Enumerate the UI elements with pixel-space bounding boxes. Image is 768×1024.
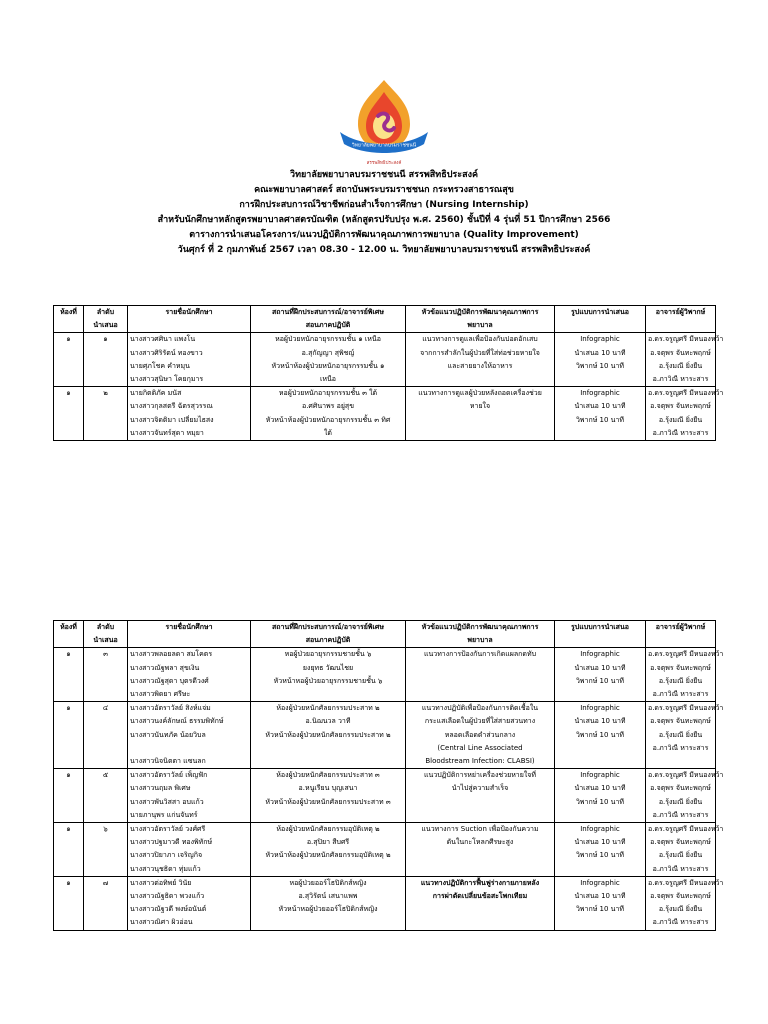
student-name: นายภานุพร แก่นจันทร์ [130, 810, 198, 819]
student-name: นางสาวนันทภัค น้อยวิบล [130, 730, 206, 739]
format-line: Infographic [580, 389, 620, 398]
header-format: รูปแบบการนำเสนอ [555, 621, 646, 648]
site-cell [251, 702, 406, 769]
site-line: หอผู้ป่วยหนักอายุรกรรมชั้น ๑ เหนือ [275, 335, 381, 344]
table-row [54, 387, 716, 441]
student-name: นางสาวต่อทิพย์ วินัย [130, 878, 192, 887]
student-name: นางสาวปิยาภา เจริญกิจ [130, 851, 203, 860]
student-name: นางสาวณัฐวดี พงษ์อนันต์ [130, 905, 207, 914]
table-header-row [54, 306, 716, 333]
schedule-table-1 [53, 305, 724, 441]
site-cell [251, 823, 406, 877]
topic-cell [406, 702, 555, 769]
table-row [54, 648, 716, 702]
topic-line: ดันในกะโหลกศีรษะสูง [446, 838, 514, 847]
header-critics: อาจารย์ผู้วิพากษ์ [646, 621, 716, 648]
header-order: ลำดับ นำเสนอ [84, 621, 128, 648]
room-cell: ๑ [54, 333, 84, 387]
topic-line: แนวทางการดูแลผู้ป่วยหลังถอดเครื่องช่วย [418, 389, 542, 398]
format-line: วิพากษ์ 10 นาที [575, 676, 624, 685]
critic-name: อ.ภาวิณี หาระสาร [652, 810, 709, 819]
student-name: นางสาวกุลสตรี ฉัตรสุวรรณ [130, 402, 213, 411]
student-name: นางสาวสุนิษา โคยกุมาร [130, 375, 204, 384]
site-line: อ.สุวิรัตน์ เสนาแพพ [298, 892, 358, 901]
format-line: นำเสนอ 10 นาที [574, 348, 626, 357]
critic-name: อ.ภาวิณี หาระสาร [652, 864, 709, 873]
site-line: ยงยุทธ วัฒนไชย [302, 663, 354, 672]
format-line: Infographic [580, 878, 620, 887]
header-schedule-title: ตารางการนำเสนอโครงการ/แนวปฏิบัติการพัฒนาคุณภาพการพยาบาล (Quality Improvement) [189, 230, 579, 240]
format-line: นำเสนอ 10 นาที [574, 663, 626, 672]
topic-line: แนวทางการป้องกันการเกิดแผลกดทับ [423, 650, 537, 659]
topic-line: แนวทางการ Suction เพื่อป้องกันความ [421, 825, 539, 834]
site-cell [251, 333, 406, 387]
student-name: นางสาวณัฐธิดา พวงแก้ว [130, 892, 205, 901]
room-cell: ๑ [54, 387, 84, 441]
student-name: นางสาวอัตราวัลย์ วงศ์ศรี [130, 825, 206, 834]
site-line: หัวหน้าหอผู้ป่วยออร์โธปิดิกส์หญิง [278, 905, 378, 914]
critic-name: อ.ดร.จรูญศรี มีหนองหว้า [648, 335, 724, 344]
student-name: นางสาวนุชธิดา ทุ่มแก้ว [130, 864, 201, 873]
order-cell: ๑ [84, 333, 128, 387]
format-line: นำเสนอ 10 นาที [574, 892, 626, 901]
critic-name: อ.จตุพร จันทะพฤกษ์ [650, 717, 711, 726]
site-line: อ.หนูเรียน บุญเสนา [298, 784, 358, 793]
site-cell [251, 648, 406, 702]
format-line: Infographic [580, 771, 620, 780]
site-line: เหนือ [320, 375, 336, 384]
critic-name: อ.ภาวิณี หาระสาร [652, 918, 709, 927]
site-line: อ.ศศินาพร อยู่สุข [302, 402, 354, 411]
format-line: Infographic [580, 650, 620, 659]
student-name [130, 742, 248, 755]
format-line: นำเสนอ 10 นาที [574, 717, 626, 726]
format-line: วิพากษ์ 10 นาที [575, 730, 624, 739]
critic-name: อ.ดร.จรูญศรี มีหนองหว้า [648, 771, 724, 780]
student-name: นางสาวศิริรัตน์ ทองขาว [130, 348, 203, 357]
order-cell: ๔ [84, 702, 128, 769]
students-cell [128, 769, 251, 823]
topic-cell [406, 648, 555, 702]
students-cell [128, 387, 251, 441]
topic-line: นำไปสู่ความสำเร็จ [451, 784, 509, 793]
header-date: วันศุกร์ ที่ 2 กุมภาพันธ์ 2567 เวลา 08.30 - 12.00 น. วิทยาลัยพยาบาลบรมราชชนนี สรรพสิทธิประสงค์ [177, 245, 591, 255]
topic-line: หายใจ [469, 402, 491, 411]
student-name: นางสาวณิศา ผิวอ่อน [130, 918, 193, 927]
site-cell [251, 876, 406, 930]
order-cell: ๕ [84, 769, 128, 823]
site-line: หัวหน้าห้องผู้ป่วยหนักศัลยกรรมอุบัติเหตุ ๒ [265, 851, 391, 860]
student-name: นางสาวนฤมล พิเศษ [130, 784, 191, 793]
site-line: ห้องผู้ป่วยหนักศัลยกรรมอุบัติเหตุ ๒ [276, 825, 380, 834]
student-name: นายศุภโชค คำหมุน [130, 361, 190, 370]
critics-cell [646, 648, 724, 702]
table-row [54, 769, 716, 823]
critic-name: อ.ภาวิณี หาระสาร [652, 690, 709, 699]
critic-name: อ.ดร.จรูญศรี มีหนองหว้า [648, 878, 724, 887]
critic-name: อ.ดร.จรูญศรี มีหนองหว้า [648, 704, 724, 713]
critic-name: อ.รุ้งมณี ยิ่งยืน [658, 905, 703, 914]
college-emblem-logo [332, 76, 436, 168]
format-line: วิพากษ์ 10 นาที [575, 361, 624, 370]
site-cell [251, 387, 406, 441]
student-name: นางสาวณัฐพลา สุขเงิน [130, 663, 200, 672]
topic-line: แนวทางปฏิบัติการฟื้นฟูร่างกายภายหลัง [420, 878, 540, 887]
critic-name: อ.ภาวิณี หาระสาร [652, 428, 709, 437]
site-line: หัวหน้าห้องผู้ป่วยหนักศัลยกรรมประสาท ๓ [265, 797, 391, 806]
critic-name: อ.ภาวิณี หาระสาร [652, 375, 709, 384]
critic-name: อ.รุ้งมณี ยิ่งยืน [658, 361, 703, 370]
student-name: นางสาวพิดยา ศรีษะ [130, 690, 191, 699]
site-line: อ.สุปิยา สืบศรี [306, 838, 350, 847]
header-site: สถานที่ฝึกประสบการณ์/อาจารย์พิเศษ สอนภาคปฏิบัติ [251, 306, 406, 333]
header-students: รายชื่อนักศึกษา [128, 621, 251, 648]
room-cell: ๑ [54, 769, 84, 823]
critic-name: อ.ดร.จรูญศรี มีหนองหว้า [648, 825, 724, 834]
critics-cell [646, 876, 724, 930]
site-line: หัวหน้าห้องผู้ป่วยหนักศัลยกรรมประสาท ๒ [265, 730, 391, 739]
site-line: หอผู้ป่วยออร์โธปิดิกส์หญิง [289, 878, 367, 887]
header-college: วิทยาลัยพยาบาลบรมราชชนนี สรรพสิทธิประสงค์ [290, 170, 478, 180]
site-line: หัวหน้าห้องผู้ป่วยหนักอายุรกรรมชั้น ๑ [271, 361, 385, 370]
critic-name: อ.รุ้งมณี ยิ่งยืน [658, 676, 703, 685]
critic-name: อ.จตุพร จันทะพฤกษ์ [650, 402, 711, 411]
critic-name: อ.จตุพร จันทะพฤกษ์ [650, 892, 711, 901]
format-cell [555, 702, 646, 769]
header-room: ห้องที่ [54, 621, 84, 648]
student-name: นางสาวศศินา แพงโน [130, 335, 196, 344]
site-line: ใต้ [324, 428, 332, 437]
format-line: นำเสนอ 10 นาที [574, 402, 626, 411]
format-cell [555, 648, 646, 702]
room-cell: ๑ [54, 876, 84, 930]
students-cell [128, 823, 251, 877]
table-row [54, 823, 716, 877]
format-line: วิพากษ์ 10 นาที [575, 415, 624, 424]
table-header-row [54, 621, 716, 648]
format-cell [555, 876, 646, 930]
critic-name: อ.รุ้งมณี ยิ่งยืน [658, 851, 703, 860]
header-course: การฝึกประสบการณ์วิชาชีพก่อนสำเร็จการศึกษา (Nursing Internship) [239, 200, 529, 210]
ribbon-text: วิทยาลัยพยาบาลบรมราชชนนี [351, 142, 417, 149]
topic-line: แนวทางการดูแลเพื่อป้องกันปอดอักเสบ [422, 335, 538, 344]
student-name: นางสาวอัตราวัลย์ เพ็ญฟัก [130, 771, 208, 780]
table-row [54, 876, 716, 930]
format-line: Infographic [580, 704, 620, 713]
site-line: หัวหน้าหอผู้ป่วยอายุรกรรมชายชั้น ๖ [273, 676, 383, 685]
header-topic: หัวข้อแนวปฏิบัติการพัฒนาคุณภาพการ พยาบาล [406, 306, 555, 333]
format-line: Infographic [580, 825, 620, 834]
site-line: อ.สุกัญญา สุพิชญ์ [301, 348, 355, 357]
student-name: นางสาวจันทร์สุดา หมุยา [130, 428, 204, 437]
topic-cell [406, 333, 555, 387]
critic-name: อ.จตุพร จันทะพฤกษ์ [650, 663, 711, 672]
critic-name: อ.จตุพร จันทะพฤกษ์ [650, 838, 711, 847]
critics-cell [646, 823, 724, 877]
schedule-table-2 [53, 620, 724, 931]
critic-name: อ.ภาวิณี หาระสาร [652, 743, 709, 752]
critic-name: อ.รุ้งมณี ยิ่งยืน [658, 797, 703, 806]
motto-text: สรรพสิทธิประสงค์ [366, 161, 402, 166]
critic-name: อ.รุ้งมณี ยิ่งยืน [658, 730, 703, 739]
site-line: หัวหน้าห้องผู้ป่วยหนักอายุรกรรมชั้น ๓ ทิศ [265, 415, 391, 424]
header-order: ลำดับ นำเสนอ [84, 306, 128, 333]
format-cell [555, 769, 646, 823]
topic-line: หลอดเลือดดำส่วนกลาง [444, 730, 516, 739]
critic-name: อ.จตุพร จันทะพฤกษ์ [650, 784, 711, 793]
topic-cell [406, 876, 555, 930]
critics-cell [646, 702, 724, 769]
order-cell: ๒ [84, 387, 128, 441]
topic-line: Bloodstream Infection: CLABSI) [425, 757, 535, 766]
site-line: หอผู้ป่วยอายุรกรรมชายชั้น ๖ [284, 650, 372, 659]
header-room: ห้องที่ [54, 306, 84, 333]
site-line: ห้องผู้ป่วยหนักศัลยกรรมประสาท ๓ [276, 771, 380, 780]
student-name: นางสาวณัฐสุดา บุตรดีวงศ์ [130, 676, 209, 685]
format-cell [555, 333, 646, 387]
room-cell: ๑ [54, 702, 84, 769]
student-name: นางสาวอัตราวัลย์ สิงห์แจ่ม [130, 704, 211, 713]
critics-cell [646, 769, 724, 823]
format-line: วิพากษ์ 10 นาที [575, 905, 624, 914]
site-cell [251, 769, 406, 823]
topic-cell [406, 823, 555, 877]
room-cell: ๑ [54, 648, 84, 702]
topic-cell [406, 769, 555, 823]
critic-name: อ.รุ้งมณี ยิ่งยืน [658, 415, 703, 424]
topic-line: และสายยางให้อาหาร [447, 361, 513, 370]
header-format: รูปแบบการนำเสนอ [555, 306, 646, 333]
students-cell [128, 648, 251, 702]
topic-cell [406, 387, 555, 441]
header-program: สำหรับนักศึกษาหลักสูตรพยาบาลศาสตรบัณฑิต (หลักสูตรปรับปรุง พ.ศ. 2560) ชั้นปีที่ 4 รุ่นที่ 51 ปีการศึกษา 2566 [157, 215, 611, 225]
format-line: วิพากษ์ 10 นาที [575, 797, 624, 806]
site-line: อ.นิฌนวล วาที [305, 717, 351, 726]
topic-line: แนวปฏิบัติการหย่าเครื่องช่วยหายใจที่ [424, 771, 536, 780]
critic-name: อ.จตุพร จันทะพฤกษ์ [650, 348, 711, 357]
critics-cell [646, 387, 724, 441]
header-site: สถานที่ฝึกประสบการณ์/อาจารย์พิเศษ สอนภาคปฏิบัติ [251, 621, 406, 648]
student-name: นางสาวพันวิสสา อบแก้ว [130, 797, 204, 806]
site-line: หอผู้ป่วยหนักอายุรกรรมชั้น ๓ ใต้ [278, 389, 378, 398]
topic-line: กระแสเลือดในผู้ป่วยที่ใส่สายสวนทาง [424, 717, 536, 726]
student-name: นางสาวนิจนิตตา แซนลก [130, 757, 206, 766]
site-line: ห้องผู้ป่วยหนักศัลยกรรมประสาท ๒ [276, 704, 380, 713]
order-cell: ๖ [84, 823, 128, 877]
critic-name: อ.ดร.จรูญศรี มีหนองหว้า [648, 650, 724, 659]
table-row [54, 333, 716, 387]
topic-line: (Central Line Associated [437, 743, 523, 752]
header-students: รายชื่อนักศึกษา [128, 306, 251, 333]
format-line: นำเสนอ 10 นาที [574, 838, 626, 847]
table1-body [54, 333, 724, 441]
students-cell [128, 876, 251, 930]
document-header [0, 168, 768, 258]
students-cell [128, 333, 251, 387]
table2-body [54, 648, 724, 930]
students-cell [128, 702, 251, 769]
critic-name: อ.ดร.จรูญศรี มีหนองหว้า [648, 389, 724, 398]
topic-line: แนวทางปฏิบัติเพื่อป้องกันการติดเชื้อใน [421, 704, 539, 713]
topic-line: จากการสำลักในผู้ป่วยที่ใส่ท่อช่วยหายใจ [420, 348, 540, 357]
order-cell: ๓ [84, 648, 128, 702]
format-line: นำเสนอ 10 นาที [574, 784, 626, 793]
header-critics: อาจารย์ผู้วิพากษ์ [646, 306, 716, 333]
topic-line: การผ่าตัดเปลี่ยนข้อสะโพกเทียม [432, 892, 528, 901]
critics-cell [646, 333, 724, 387]
room-cell: ๑ [54, 823, 84, 877]
order-cell: ๗ [84, 876, 128, 930]
format-cell [555, 823, 646, 877]
format-cell [555, 387, 646, 441]
header-topic: หัวข้อแนวปฏิบัติการพัฒนาคุณภาพการ พยาบาล [406, 621, 555, 648]
student-name: นางสาวพลอยลดา สมโคตร [130, 650, 213, 659]
table-row [54, 702, 716, 769]
student-name: นางสาวนงค์ลักษณ์ ธรรมพิทักษ์ [130, 717, 224, 726]
format-line: วิพากษ์ 10 นาที [575, 851, 624, 860]
student-name: นายกิตติภัค มนัส [130, 389, 182, 398]
student-name: นางสาวปฐมาวดี ทองพิทักษ์ [130, 838, 213, 847]
student-name: นางสาวจิดติมา เปลี่ยมไธสง [130, 415, 214, 424]
header-faculty: คณะพยาบาลศาสตร์ สถาบันพระบรมราชชนก กระทรวงสาธารณสุข [254, 185, 514, 195]
format-line: Infographic [580, 335, 620, 344]
